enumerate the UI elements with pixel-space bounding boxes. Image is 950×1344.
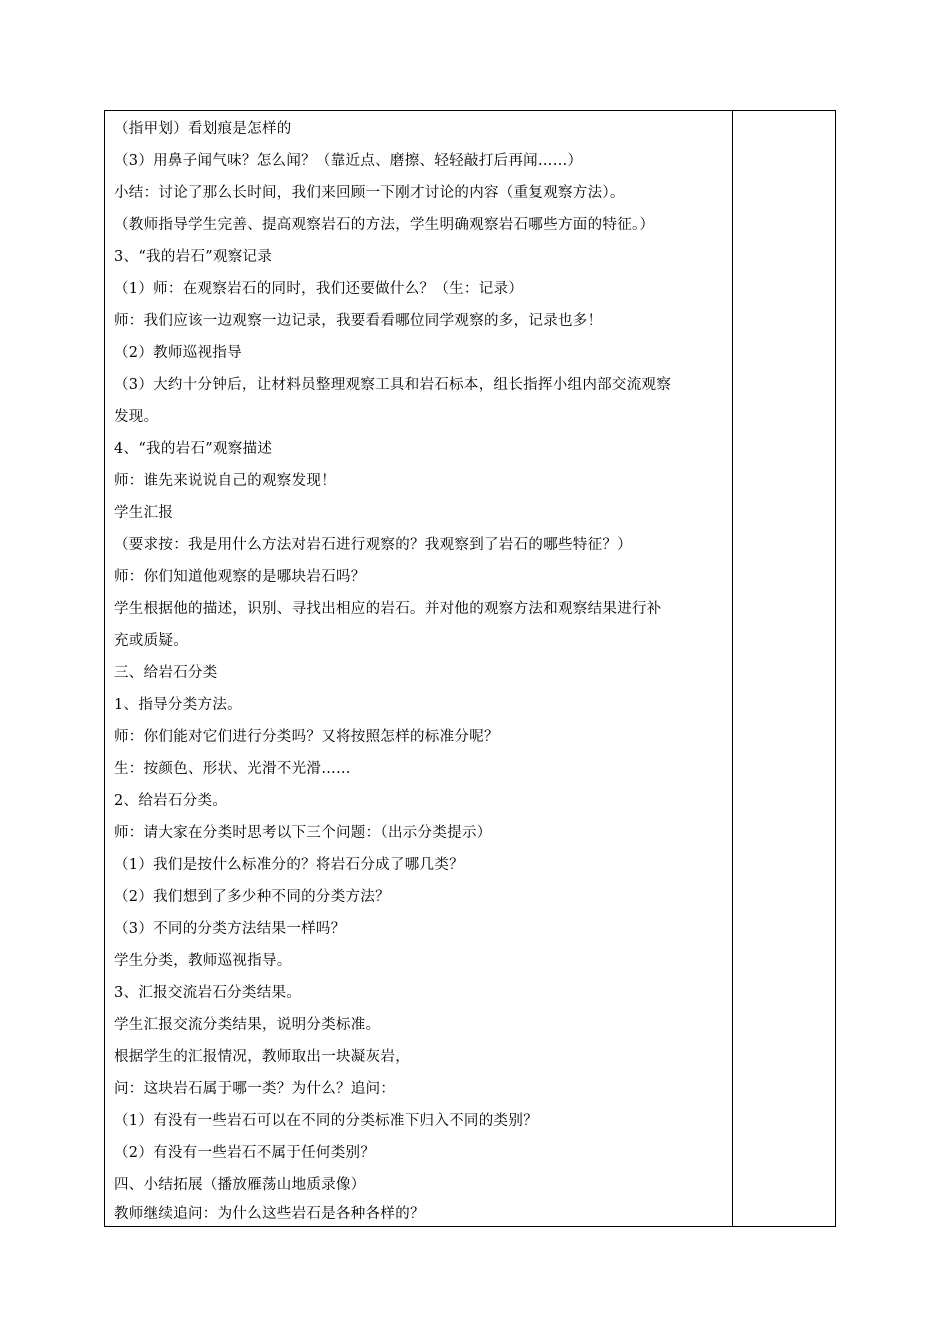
text-line: 2、给岩石分类。 bbox=[114, 793, 228, 809]
text-line: 问：这块岩石属于哪一类？为什么？追问： bbox=[114, 1081, 396, 1097]
text-line: （1）有没有一些岩石可以在不同的分类标准下归入不同的类别？ bbox=[114, 1113, 538, 1129]
text-line: （3）不同的分类方法结果一样吗？ bbox=[114, 921, 346, 937]
text-line: 三、给岩石分类 bbox=[114, 665, 218, 681]
text-line: 3、“我的岩石”观察记录 bbox=[114, 249, 273, 265]
text-line: 四、小结拓展（播放雁荡山地质录像） bbox=[114, 1177, 366, 1193]
text-line: 3、汇报交流岩石分类结果。 bbox=[114, 985, 302, 1001]
text-line: 生：按颜色、形状、光滑不光滑…… bbox=[114, 761, 351, 777]
text-line: （指甲划）看划痕是怎样的 bbox=[114, 121, 292, 137]
text-line: 师：我们应该一边观察一边记录，我要看看哪位同学观察的多，记录也多！ bbox=[114, 313, 603, 329]
lesson-plan-table bbox=[104, 110, 836, 1227]
text-line: 充或质疑。 bbox=[114, 633, 188, 649]
text-line: （2）我们想到了多少种不同的分类方法？ bbox=[114, 889, 390, 905]
text-line: （3）大约十分钟后，让材料员整理观察工具和岩石标本，组长指挥小组内部交流观察 bbox=[114, 377, 672, 393]
notes-cell bbox=[733, 111, 835, 1226]
text-line: 4、“我的岩石”观察描述 bbox=[114, 441, 273, 457]
text-line: 小结：讨论了那么长时间，我们来回顾一下刚才讨论的内容（重复观察方法）。 bbox=[114, 185, 625, 201]
text-line: 学生汇报 bbox=[114, 505, 174, 521]
text-line: 发现。 bbox=[114, 409, 159, 425]
text-line: 学生根据他的描述，识别、寻找出相应的岩石。并对他的观察方法和观察结果进行补 bbox=[114, 601, 662, 617]
text-line: 师：谁先来说说自己的观察发现！ bbox=[114, 473, 336, 489]
text-line: 1、指导分类方法。 bbox=[114, 697, 242, 713]
text-line: （要求按：我是用什么方法对岩石进行观察的？我观察到了岩石的哪些特征？） bbox=[114, 537, 632, 553]
text-line: 师：你们能对它们进行分类吗？又将按照怎样的标准分呢？ bbox=[114, 729, 499, 745]
text-line: （2）教师巡视指导 bbox=[114, 345, 242, 361]
text-line: （3）用鼻子闻气味？怎么闻？（靠近点、磨擦、轻轻敲打后再闻……） bbox=[114, 153, 583, 169]
text-line: 师：请大家在分类时思考以下三个问题：（出示分类提示） bbox=[114, 825, 492, 841]
lesson-content-cell bbox=[105, 111, 732, 1226]
text-line: （2）有没有一些岩石不属于任何类别？ bbox=[114, 1145, 376, 1161]
text-line: 学生分类，教师巡视指导。 bbox=[114, 953, 292, 969]
text-line: 师：你们知道他观察的是哪块岩石吗？ bbox=[114, 569, 366, 585]
text-line: （1）师：在观察岩石的同时，我们还要做什么？（生：记录） bbox=[114, 281, 524, 297]
text-line: （1）我们是按什么标准分的？将岩石分成了哪几类？ bbox=[114, 857, 464, 873]
text-line: （教师指导学生完善、提高观察岩石的方法，学生明确观察岩石哪些方面的特征。） bbox=[114, 217, 655, 233]
text-line: 学生汇报交流分类结果，说明分类标准。 bbox=[114, 1017, 381, 1033]
text-line: 根据学生的汇报情况，教师取出一块凝灰岩， bbox=[114, 1049, 410, 1065]
text-line: 教师继续追问：为什么这些岩石是各种各样的？ bbox=[114, 1206, 425, 1222]
